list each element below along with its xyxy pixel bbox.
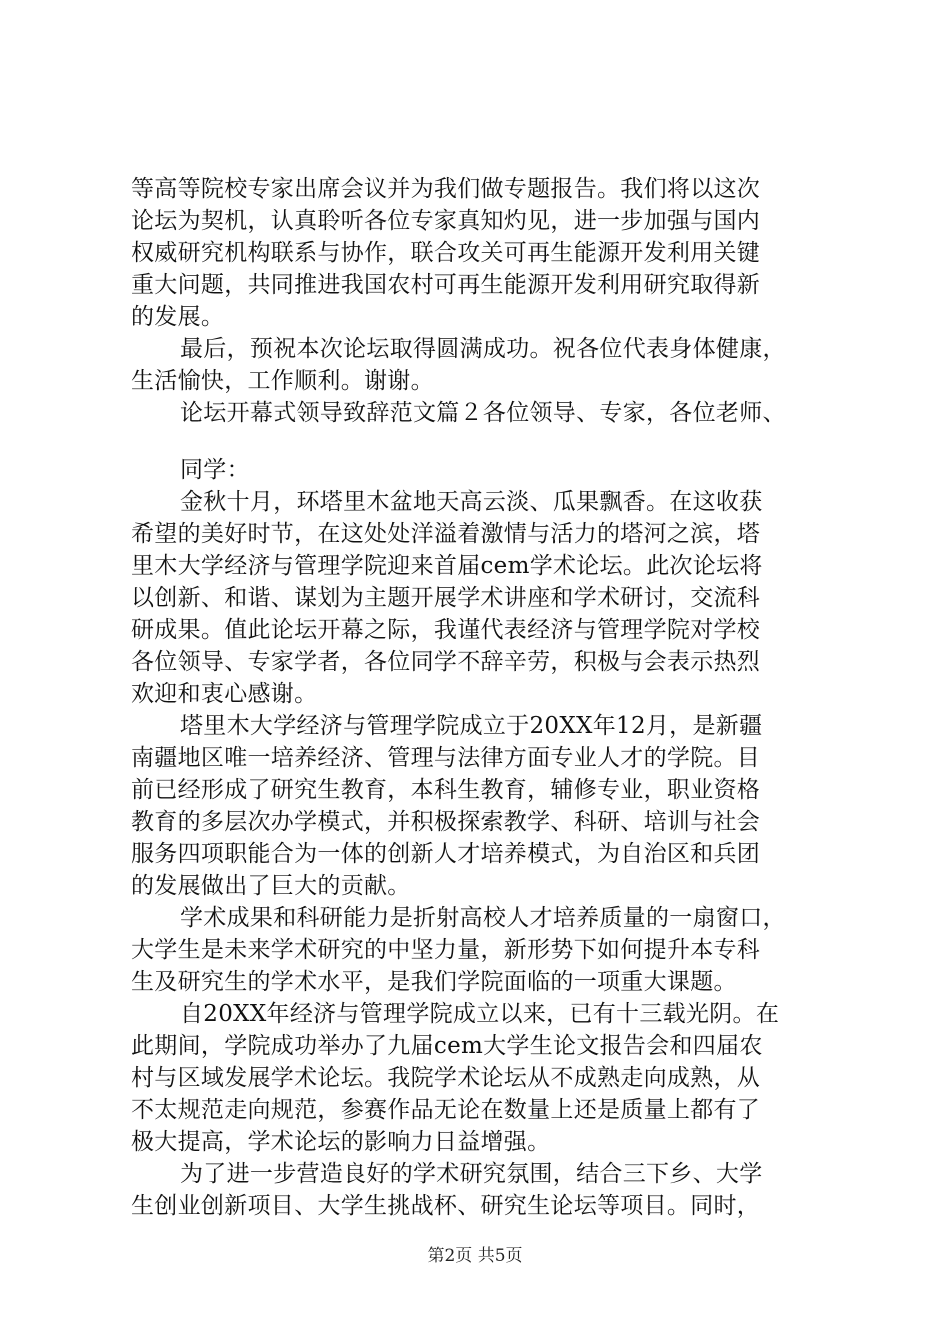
page-footer: 第2页 共5页 <box>427 1246 523 1266</box>
text-line: 希望的美好时节，在这处处洋溢着激情与活力的塔河之滨，塔 <box>131 521 761 547</box>
text-line: 里木大学经济与管理学院迎来首届cem学术论坛。此次论坛将 <box>131 553 763 579</box>
text-line: 生及研究生的学术水平，是我们学院面临的一项重大课题。 <box>131 969 737 995</box>
text-line: 此期间，学院成功举办了九届cem大学生论文报告会和四届农 <box>131 1033 763 1059</box>
text-line: 村与区域发展学术论坛。我院学术论坛从不成熟走向成熟，从 <box>131 1065 761 1091</box>
text-line: 南疆地区唯一培养经济、管理与法律方面专业人才的学院。目 <box>131 745 761 771</box>
text-line: 的发展。 <box>131 304 225 330</box>
text-line: 以创新、和谐、谋划为主题开展学术讲座和学术研讨，交流科 <box>131 585 761 611</box>
text-line: 研成果。值此论坛开幕之际，我谨代表经济与管理学院对学校 <box>131 617 761 643</box>
text-line: 生活愉快，工作顺利。谢谢。 <box>131 368 434 394</box>
text-line: 不太规范走向规范，参赛作品无论在数量上还是质量上都有了 <box>131 1097 761 1123</box>
text-line: 的发展做出了巨大的贡献。 <box>131 873 411 899</box>
text-line: 教育的多层次办学模式，并积极探索教学、科研、培训与社会 <box>131 809 761 835</box>
text-line: 各位领导、专家学者，各位同学不辞辛劳，积极与会表示热烈 <box>131 649 761 675</box>
text-line: 金秋十月，环塔里木盆地天高云淡、瓜果飘香。在这收获 <box>180 489 763 515</box>
text-line: 论坛为契机，认真聆听各位专家真知灼见，进一步加强与国内 <box>131 208 761 234</box>
text-line: 重大问题，共同推进我国农村可再生能源开发利用研究取得新 <box>131 272 761 298</box>
text-line: 等高等院校专家出席会议并为我们做专题报告。我们将以这次 <box>131 176 761 202</box>
text-line: 最后，预祝本次论坛取得圆满成功。祝各位代表身体健康， <box>180 336 786 362</box>
text-line: 大学生是未来学术研究的中坚力量，新形势下如何提升本专科 <box>131 937 761 963</box>
salutation-line: 同学： <box>180 457 250 483</box>
text-line: 欢迎和衷心感谢。 <box>131 681 318 707</box>
text-line: 权威研究机构联系与协作，联合攻关可再生能源开发利用关键 <box>131 240 761 266</box>
text-line: 生创业创新项目、大学生挑战杯、研究生论坛等项目。同时， <box>131 1193 761 1219</box>
text-line: 为了进一步营造良好的学术研究氛围，结合三下乡、大学 <box>180 1161 763 1187</box>
text-line: 前已经形成了研究生教育，本科生教育，辅修专业，职业资格 <box>131 777 761 803</box>
text-line: 服务四项职能合为一体的创新人才培养模式，为自治区和兵团 <box>131 841 761 867</box>
section-heading-line: 论坛开幕式领导致辞范文篇２各位领导、专家，各位老师、 <box>180 400 786 426</box>
text-line: 塔里木大学经济与管理学院成立于20XX年12月，是新疆 <box>180 713 763 739</box>
text-line: 极大提高，学术论坛的影响力日益增强。 <box>131 1129 551 1155</box>
text-line: 学术成果和科研能力是折射高校人才培养质量的一扇窗口， <box>180 905 786 931</box>
text-line: 自20XX年经济与管理学院成立以来，已有十三载光阴。在 <box>180 1001 780 1027</box>
